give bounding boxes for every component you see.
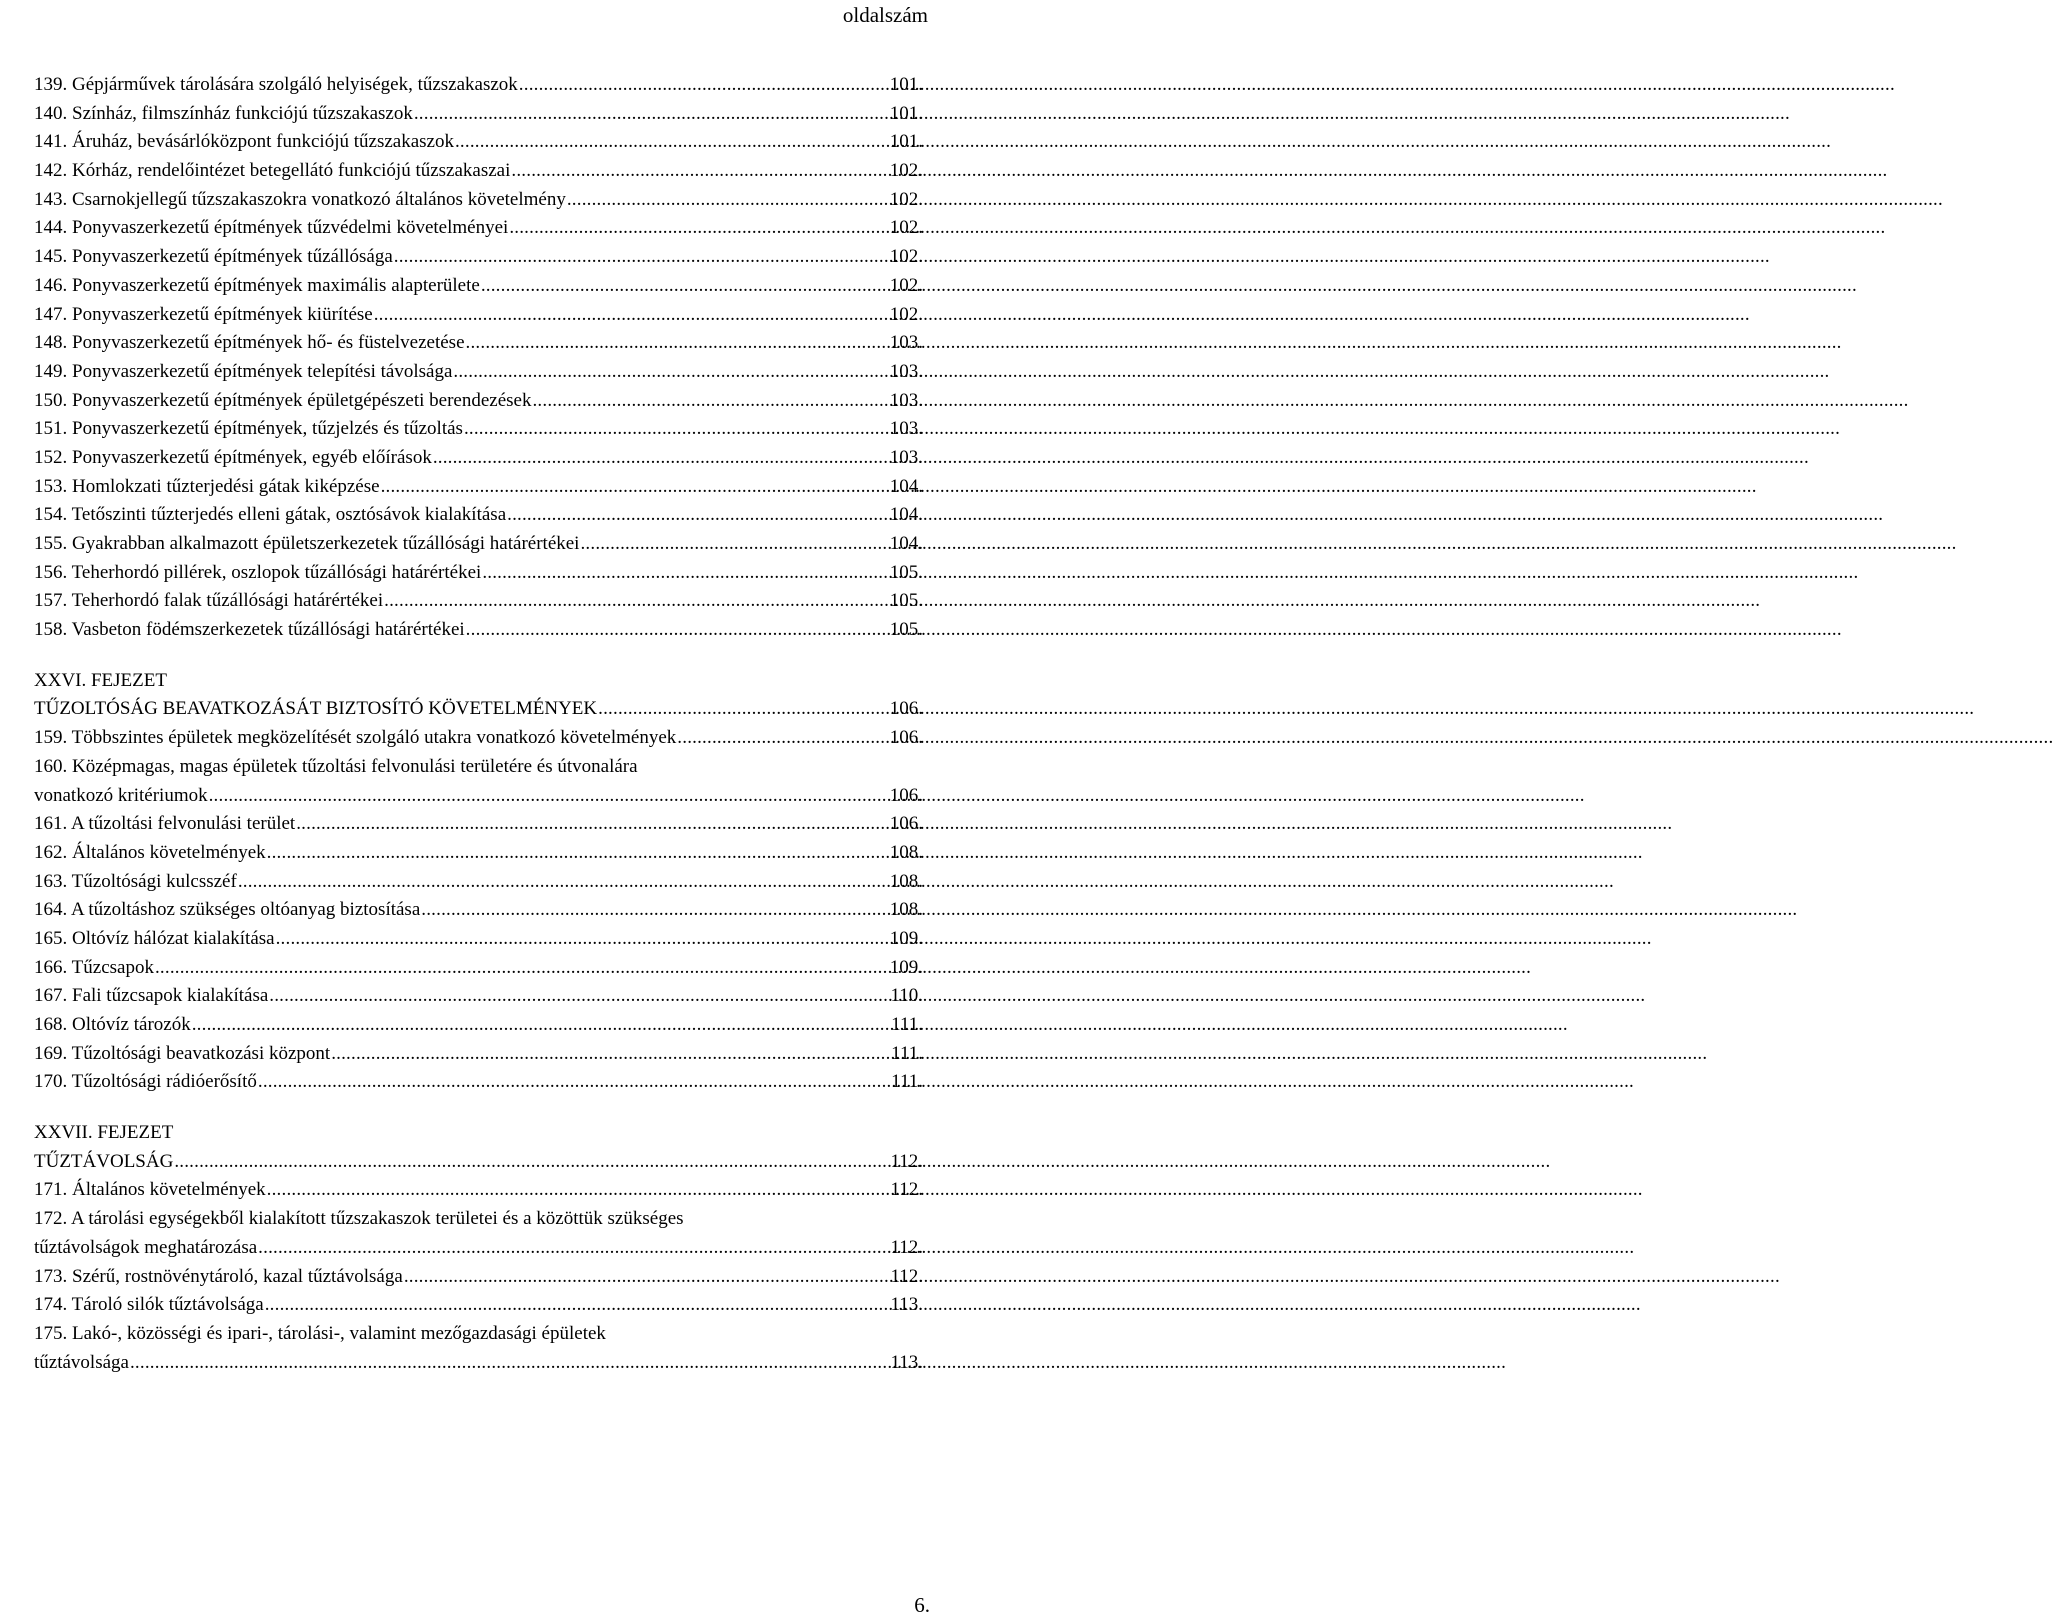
leader-dots [519, 71, 887, 100]
leader-dots [258, 1234, 887, 1263]
toc-entry-title: 146. Ponyvaszerkezetű építmények maximális alapterülete [34, 274, 480, 296]
toc-entry[interactable] [34, 301, 923, 330]
toc-entry-page: 111. [891, 1042, 923, 1064]
toc-entry[interactable] [34, 501, 923, 530]
toc-entry[interactable] [34, 329, 923, 358]
toc-entry-page: 103. [889, 418, 923, 440]
toc-entry-title-line: 160. Középmagas, magas épületek tűzoltási felvonulási területére és útvonalára [34, 755, 638, 777]
leader-dots [265, 1291, 888, 1320]
toc-entry-title: 165. Oltóvíz hálózat kialakítása [34, 927, 275, 949]
toc-entry[interactable] [34, 128, 923, 157]
leader-dots [580, 530, 886, 559]
leader-dots [455, 128, 887, 157]
toc-entry-page: 102. [889, 188, 923, 210]
leader-dots [507, 501, 887, 530]
leader-dots [269, 982, 887, 1011]
toc-entry[interactable] [34, 695, 923, 724]
toc-entry-page: 104. [889, 475, 923, 497]
leader-dots [209, 782, 887, 811]
leader-dots [394, 243, 887, 272]
toc-group-26 [34, 810, 923, 1097]
toc-entry[interactable] [34, 810, 923, 839]
page-footer-number: 6. [914, 1593, 930, 1617]
toc-entry-page: 106. [889, 727, 923, 749]
leader-dots [511, 157, 886, 186]
toc-group-1 [34, 71, 923, 645]
toc-entry-title: 163. Tűzoltósági kulcsszéf [34, 870, 237, 892]
toc-entry-page: 105. [889, 590, 923, 612]
toc-entry-page: 102. [889, 246, 923, 268]
leader-dots [414, 100, 887, 129]
toc-entry-page: 101. [889, 102, 923, 124]
leader-dots [598, 695, 887, 724]
leader-dots [276, 925, 887, 954]
toc-entry-title: 141. Áruház, bevásárlóközpont funkciójú tűzszakaszok [34, 131, 454, 153]
toc-entry-page: 112. [890, 1179, 923, 1201]
toc-entry-title: 139. Gépjárművek tárolására szolgáló helyiségek, tűzszakaszok [34, 74, 518, 95]
toc-entry[interactable] [34, 157, 923, 186]
toc-entry-title: 142. Kórház, rendelőintézet betegellátó funkciójú tűzszakaszai [34, 160, 511, 182]
toc-entry-page: 102. [889, 274, 923, 296]
section-gap [34, 1097, 923, 1119]
toc-entry-title: 173. Szérű, rostnövénytároló, kazal tűztávolsága [34, 1265, 403, 1287]
toc-entry-page: 105. [889, 561, 923, 583]
leader-dots [509, 214, 886, 243]
toc-entry[interactable] [34, 1068, 923, 1097]
toc-entry[interactable] [34, 559, 923, 588]
leader-dots [374, 301, 887, 330]
toc-entry-page: 106. [889, 813, 923, 835]
toc-entry-title: 156. Teherhordó pillérek, oszlopok tűzállósági határértékei [34, 561, 482, 583]
leader-dots [258, 1068, 888, 1097]
toc-entry-title: TŰZTÁVOLSÁG [34, 1150, 174, 1172]
toc-entry-title: TŰZOLTÓSÁG BEAVATKOZÁSÁT BIZTOSÍTÓ KÖVETELMÉNYEK [34, 698, 598, 720]
toc-entry[interactable] [34, 530, 923, 559]
toc-entry-title: 145. Ponyvaszerkezetű építmények tűzállósága [34, 246, 393, 268]
toc-entry[interactable] [34, 896, 923, 925]
toc-entry[interactable] [34, 724, 923, 753]
toc-entry[interactable] [34, 982, 923, 1011]
toc-entry-title: 153. Homlokzati tűzterjedési gátak kiképzése [34, 475, 380, 497]
toc-entry-page: 103. [889, 389, 923, 411]
toc-entry-title: 157. Teherhordó falak tűzállósági határértékei [34, 590, 384, 612]
toc-entry[interactable] [34, 214, 923, 243]
toc-entry[interactable] [34, 587, 923, 616]
leader-dots [174, 1148, 887, 1177]
toc-entry-page: 113. [890, 1294, 923, 1316]
toc-entry-title-line: 172. A tárolási egységekből kialakított tűzszakaszok területei és a közöttük szükséges [34, 1208, 684, 1230]
leader-dots [466, 329, 887, 358]
toc-entry-page: 102. [889, 303, 923, 325]
toc-entry-title: 150. Ponyvaszerkezetű építmények épületgépészeti berendezések [34, 389, 532, 411]
toc-entry[interactable] [34, 1148, 923, 1177]
toc-entry-page: 101. [889, 74, 923, 95]
toc-entry-title: 167. Fali tűzcsapok kialakítása [34, 985, 269, 1007]
leader-dots [567, 186, 887, 215]
leader-dots [192, 1011, 888, 1040]
toc-entry-page: 108. [889, 870, 923, 892]
leader-dots [267, 1176, 888, 1205]
leader-dots [481, 272, 887, 301]
toc-entry[interactable] [34, 1291, 923, 1320]
leader-dots [453, 358, 886, 387]
toc-entry-title: 162. Általános követelmények [34, 841, 266, 863]
toc-entry-page: 113. [890, 1351, 923, 1373]
toc-entry-title: 148. Ponyvaszerkezetű építmények hő- és füstelvezetése [34, 332, 465, 354]
toc-entry-page: 111. [891, 1071, 923, 1093]
toc-entry-title: 174. Tároló silók tűztávolsága [34, 1294, 264, 1316]
leader-dots [267, 839, 887, 868]
toc-entry[interactable] [34, 358, 923, 387]
toc-entry[interactable] [34, 71, 923, 100]
toc-entry[interactable] [34, 1349, 923, 1378]
toc-entry[interactable] [34, 444, 923, 473]
toc-entry[interactable] [34, 1040, 923, 1069]
toc-entry-page: 112. [890, 1265, 923, 1287]
toc-entry[interactable] [34, 1011, 923, 1040]
toc-entry-page: 111. [891, 1014, 923, 1035]
toc-entry-page: 104. [889, 504, 923, 526]
toc-entry-page: 103. [889, 360, 923, 382]
toc-entry-title: 170. Tűzoltósági rádióerősítő [34, 1071, 257, 1093]
leader-dots [384, 587, 887, 616]
toc-entry[interactable] [34, 415, 923, 444]
toc-entry[interactable] [34, 782, 923, 811]
toc-entry[interactable] [34, 1176, 923, 1205]
leader-dots [238, 868, 887, 897]
toc-entry[interactable] [34, 868, 923, 897]
toc-entry-page: 102. [889, 160, 923, 182]
toc-entry-page: 106. [889, 784, 923, 806]
toc-entry[interactable] [34, 100, 923, 129]
toc-entry-page: 103. [889, 446, 923, 468]
toc-entry[interactable] [34, 616, 923, 645]
toc-entry-page: 105. [889, 619, 923, 641]
toc-entry-title: 169. Tűzoltósági beavatkozási központ [34, 1042, 331, 1064]
toc-entry-page: 108. [889, 899, 923, 921]
leader-dots [130, 1349, 887, 1378]
toc-entry[interactable] [34, 839, 923, 868]
toc-entry[interactable] [34, 1234, 923, 1263]
toc-entry-page: 109. [889, 927, 923, 949]
leader-dots [381, 473, 887, 502]
toc-entry[interactable] [34, 272, 923, 301]
toc-entry[interactable] [34, 387, 923, 416]
toc-entry-page: 104. [889, 533, 923, 554]
toc-entry[interactable] [34, 954, 923, 983]
toc-entry-title: 143. Csarnokjellegű tűzszakaszokra vonatkozó általános követelmény [34, 188, 566, 210]
toc-entry-page: 102. [889, 217, 923, 239]
toc-entry-title: vonatkozó kritériumok [34, 784, 208, 806]
toc-entry-page: 112. [890, 1150, 923, 1172]
toc-entry-page: 109. [889, 956, 923, 978]
leader-dots [464, 415, 887, 444]
section-gap [34, 645, 923, 667]
toc-entry-title: 140. Színház, filmszínház funkciójú tűzszakaszok [34, 102, 413, 124]
leader-dots [677, 724, 886, 753]
toc-entry-title: 161. A tűzoltási felvonulási terület [34, 813, 296, 835]
leader-dots [482, 559, 886, 588]
page-number-heading: oldalszám [842, 3, 928, 27]
toc-entry-title: 158. Vasbeton födémszerkezetek tűzállósági határértékei [34, 619, 465, 641]
chapter-27-heading: XXVII. FEJEZET [34, 1122, 174, 1144]
toc-entry-title: 171. Általános követelmények [34, 1179, 266, 1201]
leader-dots [421, 896, 886, 925]
toc-entry-title-line: 175. Lakó-, közösségi és ipari-, tárolási-, valamint mezőgazdasági épületek [34, 1322, 606, 1344]
leader-dots [155, 954, 887, 983]
toc-entry-page: 106. [889, 698, 923, 720]
leader-dots [466, 616, 887, 645]
table-of-contents [34, 71, 923, 1377]
toc-entry-title: 164. A tűzoltáshoz szükséges oltóanyag biztosítása [34, 899, 421, 921]
toc-entry-page: 110. [890, 985, 923, 1007]
toc-entry-page: 112. [890, 1236, 923, 1258]
toc-entry-title: 155. Gyakrabban alkalmazott épületszerkezetek tűzállósági határértékei [34, 533, 580, 554]
toc-entry[interactable] [34, 925, 923, 954]
toc-entry[interactable] [34, 243, 923, 272]
toc-entry-title: 147. Ponyvaszerkezetű építmények kiürítése [34, 303, 373, 325]
leader-dots [331, 1040, 888, 1069]
toc-entry-title: 144. Ponyvaszerkezetű építmények tűzvédelmi követelményei [34, 217, 509, 239]
leader-dots [532, 387, 886, 416]
chapter-26-heading: XXVI. FEJEZET [34, 669, 167, 691]
leader-dots [433, 444, 887, 473]
toc-entry-page: 103. [889, 332, 923, 354]
toc-entry-title: 151. Ponyvaszerkezetű építmények, tűzjelzés és tűzoltás [34, 418, 463, 440]
toc-entry[interactable] [34, 186, 923, 215]
toc-entry-title: 149. Ponyvaszerkezetű építmények telepítési távolsága [34, 360, 453, 382]
toc-entry-page: 101. [889, 131, 923, 153]
toc-entry-title: 152. Ponyvaszerkezetű építmények, egyéb előírások [34, 446, 432, 468]
toc-entry[interactable] [34, 473, 923, 502]
toc-entry-title: 168. Oltóvíz tározók [34, 1014, 191, 1035]
leader-dots [296, 810, 887, 839]
toc-entry-title: 154. Tetőszinti tűzterjedés elleni gátak, osztósávok kialakítása [34, 504, 507, 526]
toc-entry-title: tűztávolsága [34, 1351, 129, 1373]
toc-entry-title: 159. Többszintes épületek megközelítését szolgáló utakra vonatkozó követelmények [34, 727, 677, 749]
toc-entry-title: 166. Tűzcsapok [34, 956, 154, 978]
toc-entry-title: tűztávolságok meghatározása [34, 1236, 258, 1258]
toc-entry[interactable] [34, 1263, 923, 1292]
leader-dots [404, 1263, 888, 1292]
toc-entry-page: 108. [889, 841, 923, 863]
